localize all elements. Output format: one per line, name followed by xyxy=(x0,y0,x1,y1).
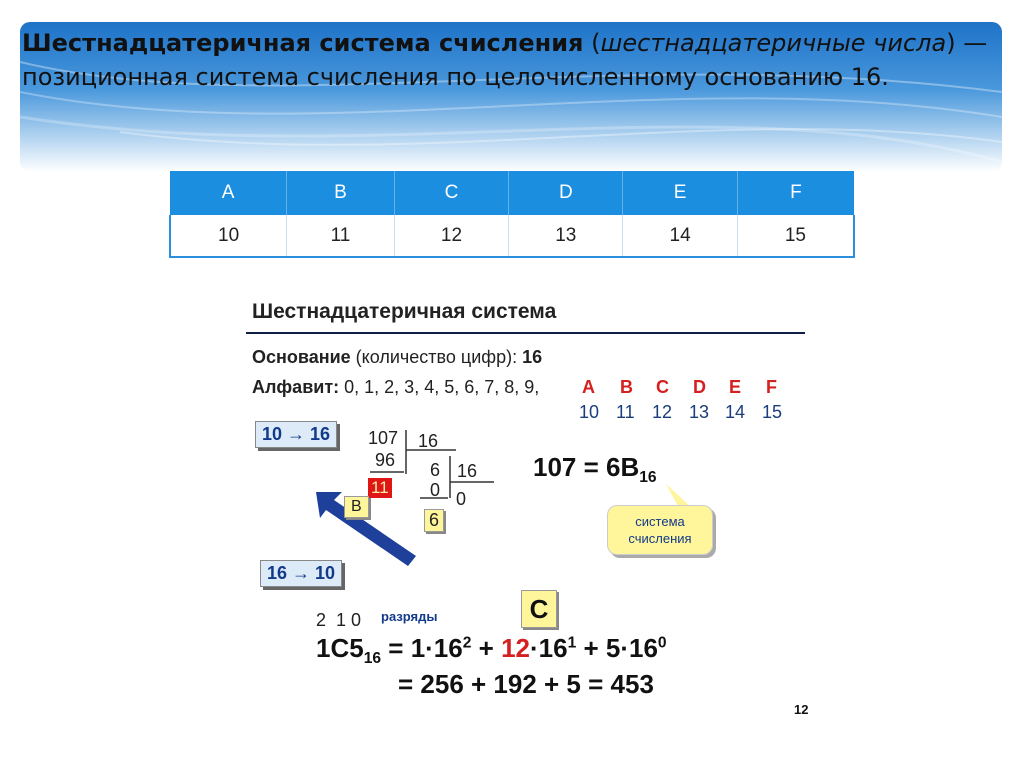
hex-header-cell: B xyxy=(287,171,395,215)
expansion-formula xyxy=(316,633,667,668)
quotient: 6 xyxy=(430,460,441,480)
hex-letter-value: 10 xyxy=(579,402,600,422)
callout-number-system xyxy=(607,505,713,555)
tag-10-to-16: 10 → 16 xyxy=(255,421,337,448)
intro-paragraph xyxy=(22,26,1012,94)
alphabet-label: Алфавит: xyxy=(252,377,340,397)
hex-value-cell: 15 xyxy=(737,215,854,257)
hex-value-cell: 12 xyxy=(394,215,508,257)
hex-number: 1C5 xyxy=(316,633,364,663)
result-10-16 xyxy=(533,452,657,487)
letter-b-box: B xyxy=(344,496,369,518)
exp-2: 2 xyxy=(462,634,472,652)
result-lhs: 107 = 6B xyxy=(533,452,640,482)
hex-value-cell: 13 xyxy=(509,215,623,257)
hex-letter-value: 13 xyxy=(689,402,710,422)
letter-c-box: C xyxy=(521,590,557,628)
hex-header-row xyxy=(170,171,854,215)
red-digit: 12 xyxy=(501,633,530,663)
hex-digit-table xyxy=(169,171,855,258)
hex-header-cell: A xyxy=(170,171,287,215)
hex-header-cell: E xyxy=(623,171,737,215)
exp-0: 0 xyxy=(657,634,667,652)
hex-letter-f: F xyxy=(766,377,777,397)
remainder-box: 11 xyxy=(368,478,392,498)
page-number: 12 xyxy=(794,702,809,717)
intro-alt-term: шестнадцатеричные числа xyxy=(600,29,947,57)
formula-plus-1: + xyxy=(471,633,502,663)
hex-value-cell: 11 xyxy=(287,215,395,257)
sum-result: = 256 + 192 + 5 = 453 xyxy=(398,669,654,699)
hex-header-cell: F xyxy=(737,171,854,215)
formula-eq: = 1·16 xyxy=(381,633,463,663)
hex-letter-c: C xyxy=(656,377,669,397)
intro-rest: — позиционная система счисления по целочисленному основанию 16. xyxy=(22,29,988,91)
section-divider xyxy=(246,332,805,334)
divisor: 16 xyxy=(418,431,439,451)
tag-16-to-10: 16 → 10 xyxy=(260,560,342,587)
hex-letter-value: 11 xyxy=(616,402,635,422)
alphabet-line xyxy=(252,377,539,398)
formula-mid: ·16 xyxy=(529,633,568,663)
intro-open-paren: ( xyxy=(583,29,601,57)
result-base: 16 xyxy=(639,469,657,487)
callout-line-2: счисления xyxy=(628,531,692,546)
hex-header-cell: C xyxy=(394,171,508,215)
divisor-2: 16 xyxy=(457,461,478,481)
hex-letter-a: A xyxy=(582,377,595,397)
base-desc: (количество цифр): xyxy=(350,347,523,367)
intro-close-paren: ) xyxy=(946,29,956,57)
positions-label: разряды xyxy=(381,609,438,624)
dividend: 107 xyxy=(368,428,399,448)
hex-value-cell: 10 xyxy=(170,215,287,257)
hex-letter-b: B xyxy=(620,377,633,397)
hex-number-base: 16 xyxy=(363,650,382,668)
exp-1: 1 xyxy=(567,634,577,652)
base-label: Основание xyxy=(252,347,351,367)
hex-value-cell: 14 xyxy=(623,215,737,257)
product: 96 xyxy=(375,450,396,470)
hex-letter-value: 15 xyxy=(762,402,783,422)
formula-plus-2: + 5·16 xyxy=(576,633,658,663)
hex-letter-e: E xyxy=(729,377,742,397)
hex-value-row xyxy=(170,215,854,257)
product-2: 0 xyxy=(430,480,441,500)
hex-letter-d: D xyxy=(693,377,706,397)
section-title: Шестнадцатеричная система xyxy=(252,300,557,323)
quotient-2: 0 xyxy=(456,489,467,509)
alphabet-digits: 0, 1, 2, 3, 4, 5, 6, 7, 8, 9, xyxy=(339,377,540,397)
base-line xyxy=(252,347,542,368)
hex-letter-value: 12 xyxy=(652,402,673,422)
hex-header-cell: D xyxy=(509,171,623,215)
hex-letter-value: 14 xyxy=(725,402,746,422)
intro-term: Шестнадцатеричная система счисления xyxy=(22,29,584,57)
digit-positions: 2 1 0 xyxy=(316,610,362,630)
remainder-2-box: 6 xyxy=(424,509,444,532)
base-value: 16 xyxy=(522,347,543,367)
callout-line-1: система xyxy=(635,514,685,529)
